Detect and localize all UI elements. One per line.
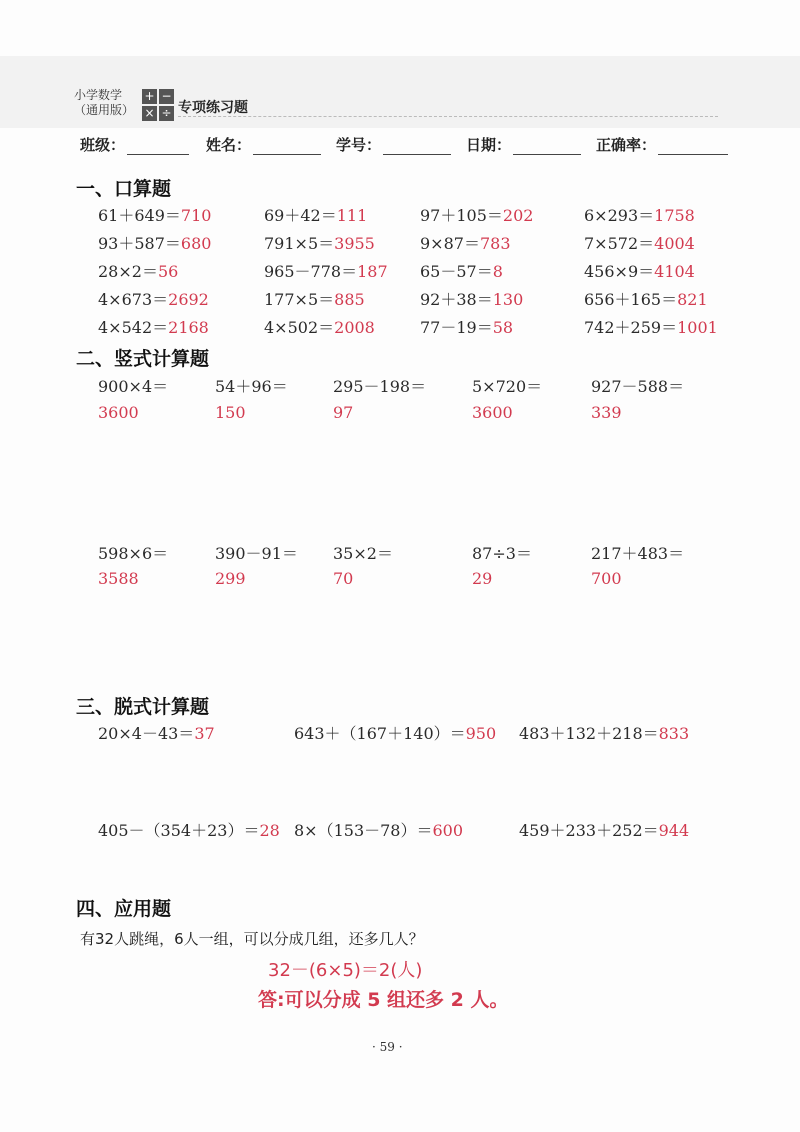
- vertical-answer: 3600: [98, 403, 139, 422]
- stepwise-problem: 20×4－43＝37: [98, 724, 215, 743]
- section3-title: 三、脱式计算题: [76, 696, 210, 718]
- minus-icon: −: [159, 89, 174, 104]
- section2-title: 二、竖式计算题: [76, 348, 210, 370]
- vertical-problem: 295－198＝: [333, 377, 427, 396]
- topic-title: 专项练习题: [178, 100, 248, 116]
- student-info-row: [80, 134, 730, 158]
- stepwise-problem: 8×（153－78）＝600: [294, 821, 464, 840]
- accuracy-label: 正确率：: [596, 136, 657, 154]
- section1-title: 一、口算题: [76, 178, 172, 200]
- brand-line1: 小学数学: [74, 88, 123, 102]
- word-problem-answer: 答:可以分成 5 组还多 2 人。: [258, 989, 509, 1011]
- class-blank[interactable]: [127, 138, 189, 155]
- stepwise-problem: 459＋233＋252＝944: [519, 821, 690, 840]
- times-icon: ×: [142, 106, 157, 121]
- date-blank[interactable]: [513, 138, 581, 155]
- student-id-field: [336, 134, 451, 155]
- brand-line2: （通用版）: [74, 103, 135, 117]
- student-id-label: 学号：: [336, 136, 382, 154]
- mental-problem: 656＋165＝821: [584, 290, 708, 309]
- vertical-answer: 339: [591, 403, 622, 422]
- mental-problem: 93＋587＝680: [98, 234, 212, 253]
- plus-icon: +: [142, 89, 157, 104]
- vertical-problem: 35×2＝: [333, 544, 393, 563]
- vertical-problem: 598×6＝: [98, 544, 169, 563]
- mental-problem: 177×5＝885: [264, 290, 365, 309]
- vertical-problem: 54＋96＝: [215, 377, 288, 396]
- vertical-answer: 70: [333, 569, 354, 588]
- mental-problem: 4×542＝2168: [98, 318, 209, 337]
- mental-problem: 97＋105＝202: [420, 206, 534, 225]
- name-label: 姓名：: [206, 136, 252, 154]
- word-problem-equation: 32－(6×5)＝2(人): [268, 960, 423, 981]
- brand: [74, 88, 134, 118]
- vertical-problem: 390－91＝: [215, 544, 298, 563]
- vertical-problem: 217＋483＝: [591, 544, 685, 563]
- vertical-problem: 900×4＝: [98, 377, 169, 396]
- mental-problem: 65－57＝8: [420, 262, 503, 281]
- date-field: [466, 134, 581, 155]
- vertical-problem: 927－588＝: [591, 377, 685, 396]
- mental-problem: 4×673＝2692: [98, 290, 209, 309]
- date-label: 日期：: [466, 136, 512, 154]
- header-divider: [178, 116, 718, 117]
- mental-problem: 28×2＝56: [98, 262, 179, 281]
- mental-problem: 9×87＝783: [420, 234, 511, 253]
- vertical-problem: 87÷3＝: [472, 544, 532, 563]
- stepwise-problem: 643＋（167＋140）＝950: [294, 724, 497, 743]
- stepwise-problem: 405－（354＋23）＝28: [98, 821, 280, 840]
- name-field: [206, 134, 321, 155]
- word-problem-question: 有32人跳绳，6人一组，可以分成几组，还多几人？: [80, 930, 424, 948]
- vertical-answer: 3600: [472, 403, 513, 422]
- section4-title: 四、应用题: [76, 898, 172, 920]
- divide-icon: ÷: [159, 106, 174, 121]
- math-ops-icon: [142, 89, 174, 121]
- page-number: · 59 ·: [372, 1040, 403, 1054]
- vertical-answer: 150: [215, 403, 246, 422]
- vertical-answer: 700: [591, 569, 622, 588]
- mental-problem: 965－778＝187: [264, 262, 388, 281]
- mental-problem: 7×572＝4004: [584, 234, 695, 253]
- class-label: 班级：: [80, 136, 126, 154]
- mental-problem: 791×5＝3955: [264, 234, 375, 253]
- mental-problem: 92＋38＝130: [420, 290, 524, 309]
- mental-problem: 77－19＝58: [420, 318, 514, 337]
- student-id-blank[interactable]: [383, 138, 451, 155]
- mental-problem: 4×502＝2008: [264, 318, 375, 337]
- vertical-answer: 3588: [98, 569, 139, 588]
- accuracy-field: [596, 134, 728, 155]
- mental-problem: 456×9＝4104: [584, 262, 695, 281]
- mental-problem: 6×293＝1758: [584, 206, 695, 225]
- mental-problem: 742＋259＝1001: [584, 318, 718, 337]
- accuracy-blank[interactable]: [658, 138, 728, 155]
- class-field: [80, 134, 189, 155]
- mental-problem: 61＋649＝710: [98, 206, 212, 225]
- name-blank[interactable]: [253, 138, 321, 155]
- vertical-answer: 299: [215, 569, 246, 588]
- mental-problem: 69＋42＝111: [264, 206, 368, 225]
- stepwise-problem: 483＋132＋218＝833: [519, 724, 690, 743]
- vertical-problem: 5×720＝: [472, 377, 543, 396]
- vertical-answer: 29: [472, 569, 493, 588]
- page-header: [74, 88, 724, 124]
- vertical-answer: 97: [333, 403, 354, 422]
